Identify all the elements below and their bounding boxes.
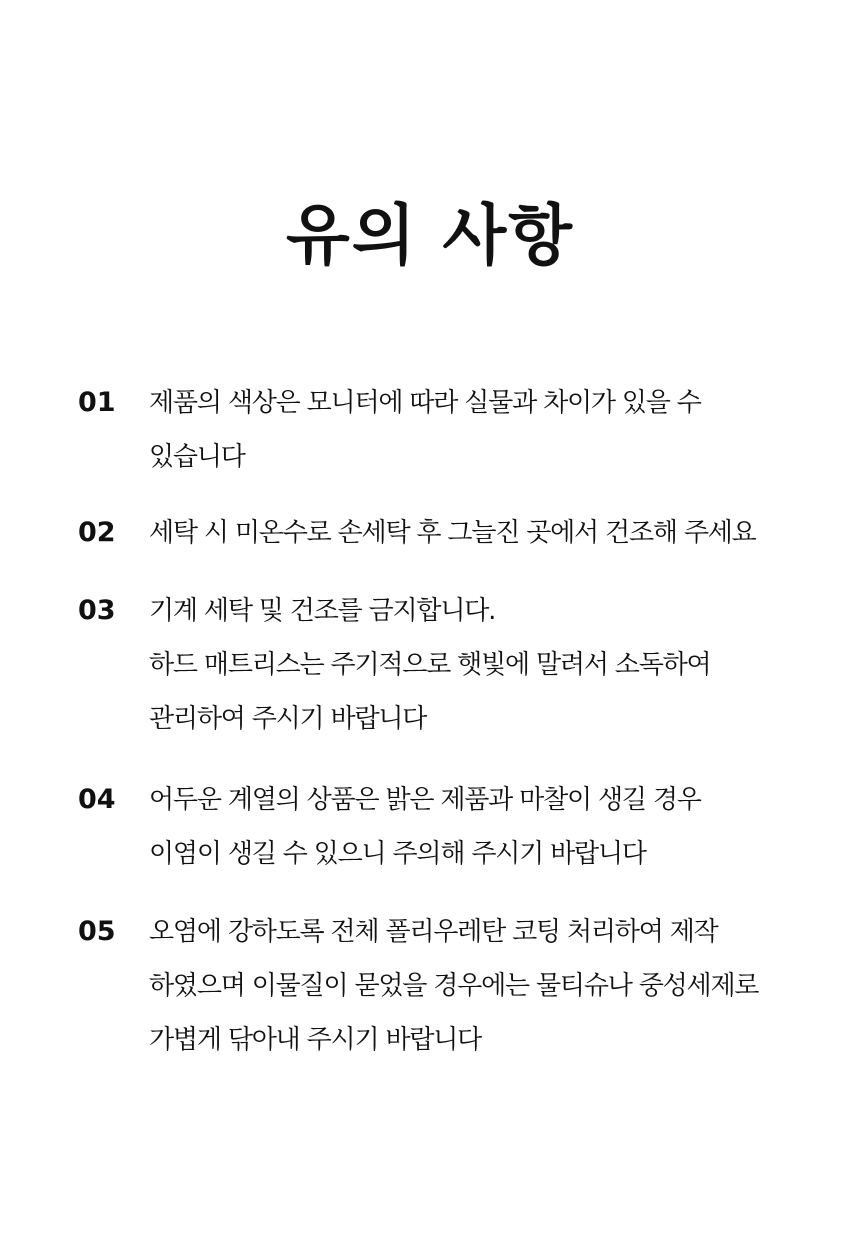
notice-text	[149, 773, 809, 881]
notice-line: 세탁 시 미온수로 손세탁 후 그늘진 곳에서 건조해 주세요	[149, 518, 756, 548]
notice-line: 하드 매트리스는 주기적으로 햇빛에 말려서 소독하여	[149, 650, 711, 680]
notice-line: 오염에 강하도록 전체 폴리우레탄 코팅 처리하여 제작	[149, 917, 718, 947]
notice-line: 관리하여 주시기 바랍니다	[149, 704, 427, 734]
notice-text	[149, 584, 809, 746]
notice-line: 있습니다	[149, 442, 245, 472]
page-title: 유의 사항	[285, 197, 574, 274]
notice-text	[149, 376, 809, 484]
notice-line: 가볍게 닦아내 주시기 바랍니다	[149, 1025, 482, 1055]
notice-number: 02	[78, 517, 116, 548]
notice-line: 제품의 색상은 모니터에 따라 실물과 차이가 있을 수	[149, 388, 701, 418]
notice-text	[149, 506, 809, 560]
notice-line: 이염이 생길 수 있으니 주의해 주시기 바랍니다	[149, 839, 646, 869]
notice-number: 04	[78, 784, 116, 815]
notice-number: 03	[78, 595, 116, 626]
notice-line: 하였으며 이물질이 묻었을 경우에는 물티슈나 중성세제로	[149, 971, 759, 1001]
notice-text	[149, 905, 809, 1067]
notice-line: 기계 세탁 및 건조를 금지합니다.	[149, 596, 496, 626]
notice-number: 01	[78, 387, 116, 418]
notice-line: 어두운 계열의 상품은 밝은 제품과 마찰이 생길 경우	[149, 785, 701, 815]
notice-number: 05	[78, 916, 116, 947]
